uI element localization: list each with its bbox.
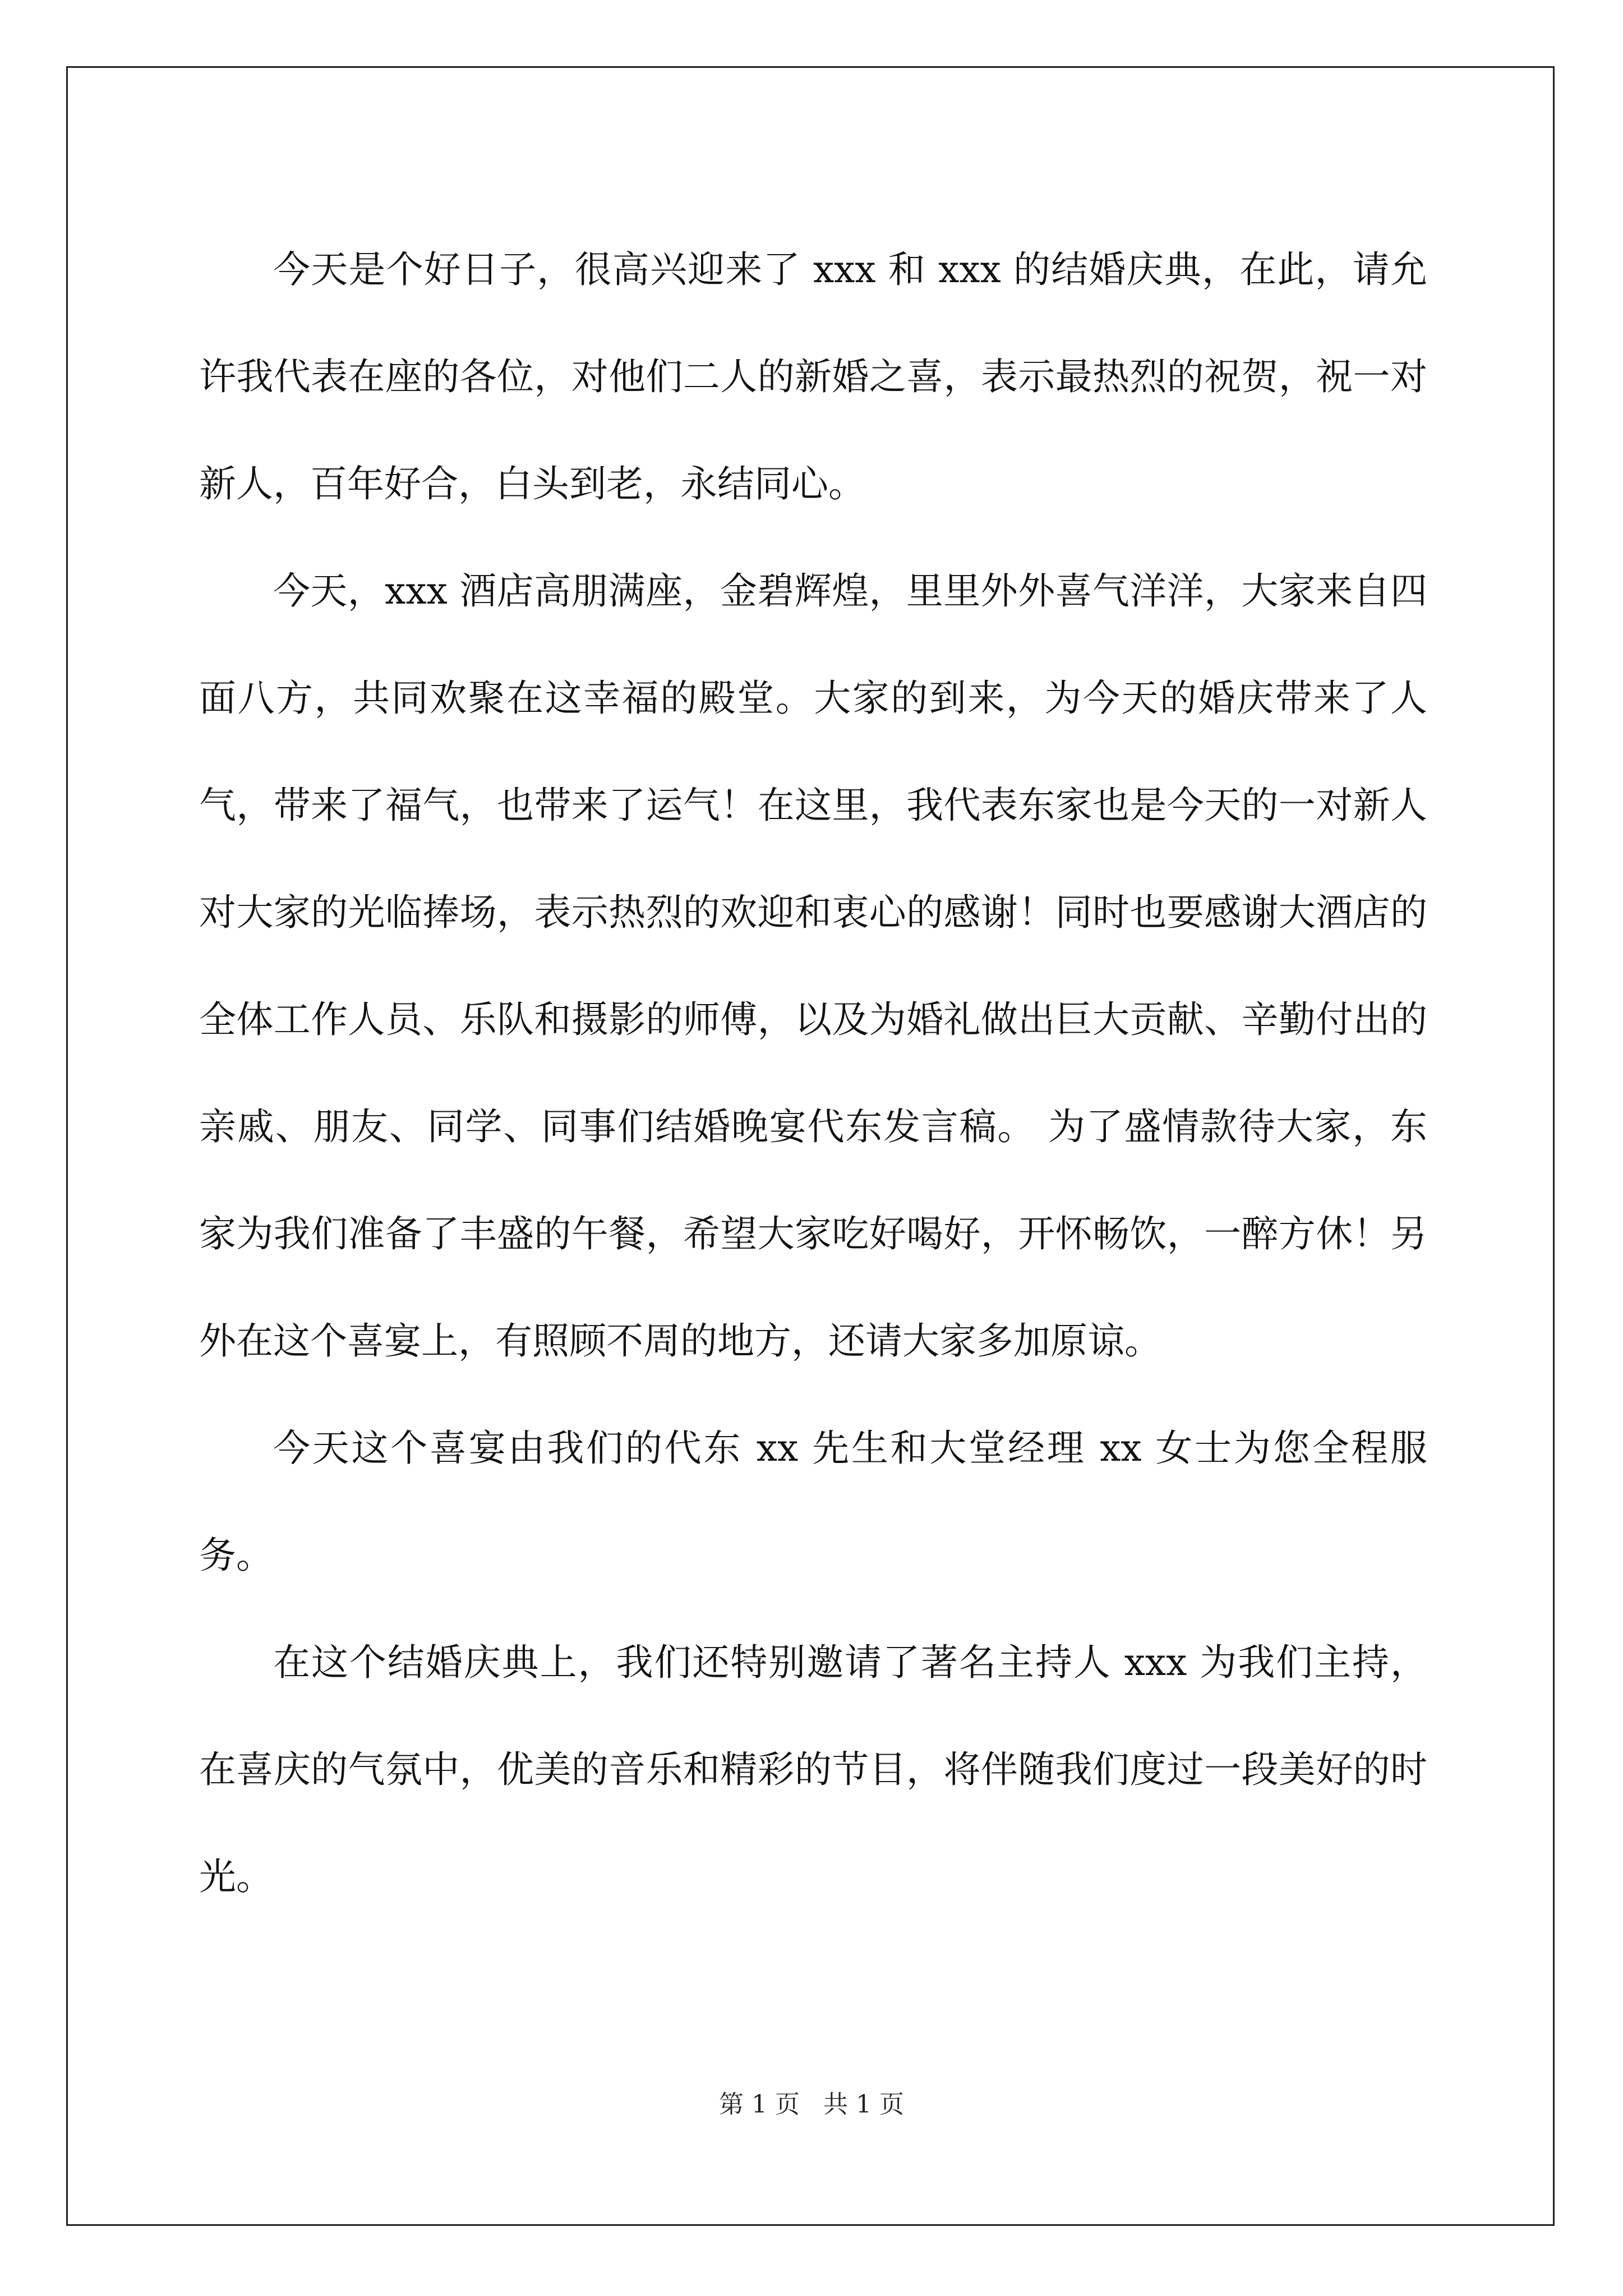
document-body — [199, 216, 1427, 1930]
paragraph: 今天这个喜宴由我们的代东 xx 先生和大堂经理 xx 女士为您全程服务。 — [199, 1427, 1427, 1577]
page-number-footer: 第 1 页 共 1 页 — [719, 2090, 904, 2119]
paragraph: 今天，xxx 酒店高朋满座，金碧辉煌，里里外外喜气洋洋，大家来自四面八方，共同欢聚在这幸福的殿堂。大家的到来，为今天的婚庆带来了人气，带来了福气，也带来了运气！在这里，我代表东家也是今天的一对新人对大家的光临捧场，表示热烈的欢迎和衷心的感谢！同时也要感谢大酒店的全体工作人员、乐队和摄影的师傅，以及为婚礼做出巨大贡献、辛勤付出的亲戚、朋友、同学、同事们结婚晚宴代东发言稿。 为了盛情款待大家，东家为我们准备了丰盛的午餐，希望大家吃好喝好，开怀畅饮，一醉方休！另外在这个喜宴上，有照顾不周的地方，还请大家多加原谅。 — [199, 569, 1427, 1363]
paragraph: 在这个结婚庆典上，我们还特别邀请了著名主持人 xxx 为我们主持，在喜庆的气氛中，优美的音乐和精彩的节目，将伴随我们度过一段美好的时光。 — [199, 1641, 1427, 1898]
paragraph: 今天是个好日子，很高兴迎来了 xxx 和 xxx 的结婚庆典，在此，请允许我代表在座的各位，对他们二人的新婚之喜，表示最热烈的祝贺，祝一对新人，百年好合，白头到老，永结同心。 — [199, 248, 1427, 505]
